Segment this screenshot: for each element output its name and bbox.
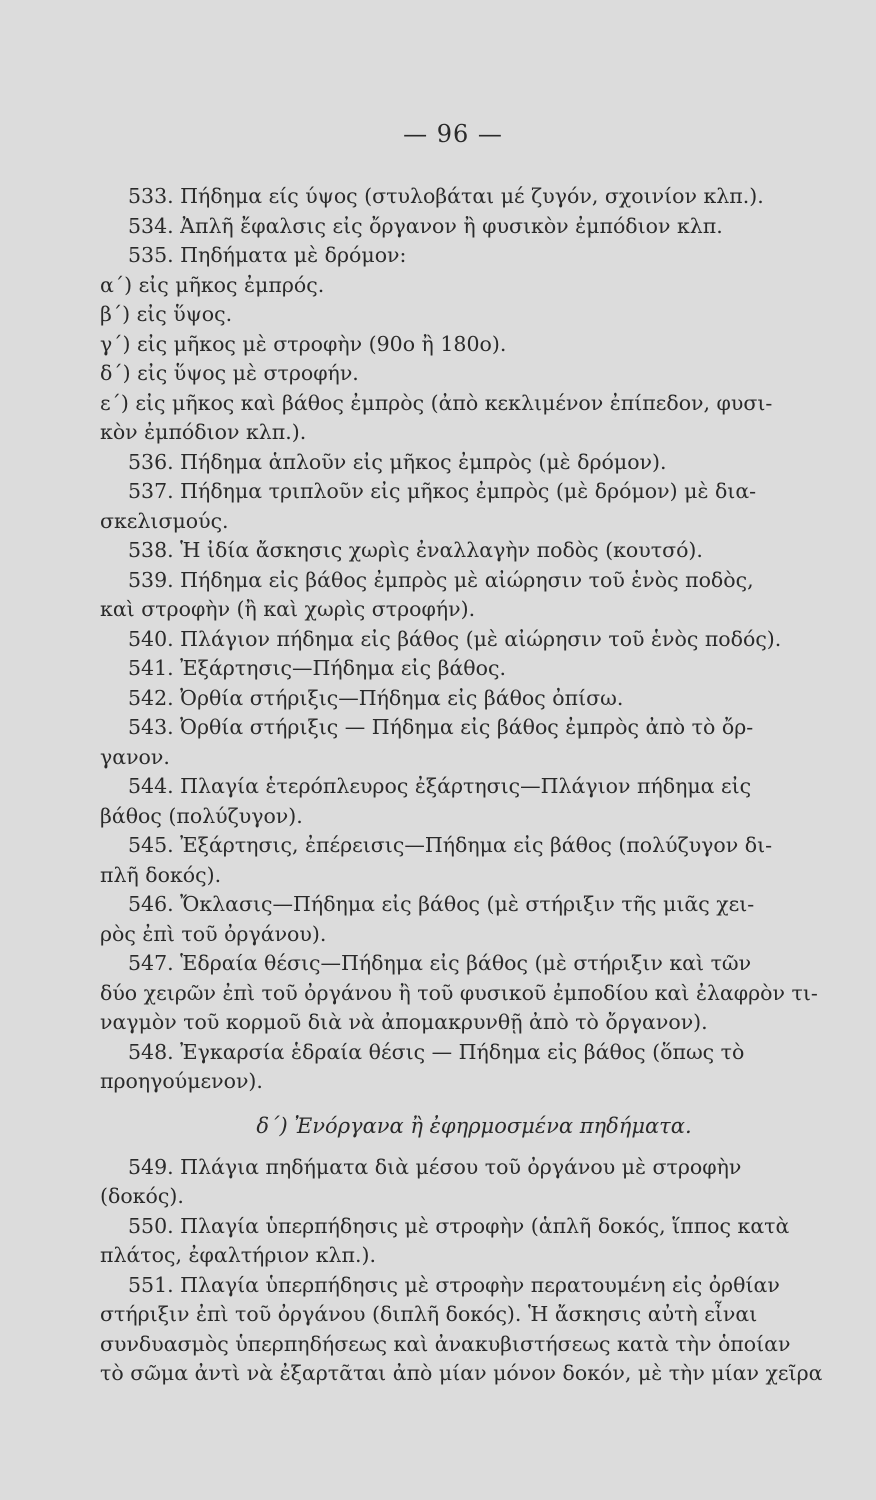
- text-line: 533. Πήδημα είς ύψος (στυλοβάται μέ ζυγόν, σχοινίον κλπ.).: [128, 184, 764, 208]
- text-line: καὶ στροφὴν (ἢ καὶ χωρὶς στροφήν).: [100, 597, 476, 621]
- text-line: πλῆ δοκός).: [100, 862, 222, 887]
- text-line: στήριξιν ἐπὶ τοῦ ὀργάνου (διπλῆ δοκός). Ἡ ἄσκησις αὐτὴ εἶναι: [100, 1302, 758, 1326]
- text-line: 547. Ἑδραία θέσις—Πήδημα εἰς βάθος (μὲ στήριξιν καὶ τῶν: [128, 951, 752, 975]
- text-line: β΄) εἰς ὕψος.: [100, 302, 233, 326]
- text-line: γανον.: [100, 744, 170, 769]
- text-line: ε΄) εἰς μῆκος καὶ βάθος ἐμπρὸς (ἀπὸ κεκλιμένον ἐπίπεδον, φυσι-: [100, 390, 773, 415]
- text-line: 545. Ἐξάρτησις, ἐπέρεισις—Πήδημα εἰς βάθος (πολύζυγον δι-: [128, 833, 773, 857]
- text-line: 539. Πήδημα εἰς βάθος ἐμπρὸς μὲ αἰώρησιν τοῦ ἑνὸς ποδὸς,: [128, 567, 754, 592]
- text-line: κὸν ἐμπόδιον κλπ.).: [100, 420, 307, 444]
- text-line: 551. Πλαγία ὑπερπήδησις μὲ στροφὴν περατουμένη εἰς ὀρθίαν: [128, 1272, 780, 1297]
- text-line: 541. Ἐξάρτησις—Πήδημα εἰς βάθος.: [128, 656, 506, 680]
- text-line: 550. Πλαγία ὑπερπήδησις μὲ στροφὴν (ἁπλῆ δοκός, ἵππος κατὰ: [128, 1213, 790, 1238]
- text-line: τὸ σῶμα ἀντὶ νὰ ἐξαρτᾶται ἀπὸ μίαν μόνον δοκόν, μὲ τὴν μίαν χεῖρα: [100, 1361, 823, 1385]
- text-line: 546. Ὄκλασις—Πήδημα εἰς βάθος (μὲ στήριξιν τῆς μιᾶς χει-: [128, 892, 755, 916]
- text-line: α΄) εἰς μῆκος ἐμπρός.: [100, 272, 325, 297]
- text-line: (δοκός).: [100, 1184, 184, 1208]
- text-line: 538. Ἡ ἰδία ἄσκησις χωρὶς ἐναλλαγὴν ποδὸς (κουτσό).: [128, 538, 703, 562]
- text-line: σκελισμούς.: [100, 508, 229, 533]
- section-subheading: δ΄) Ἐνόργανα ἢ ἐφηρμοσμένα πηδήματα.: [256, 1113, 692, 1138]
- text-line: 542. Ὀρθία στήριξις—Πήδημα εἰς βάθος ὀπίσω.: [128, 685, 624, 710]
- text-line: 540. Πλάγιον πήδημα εἰς βάθος (μὲ αἰώρησιν τοῦ ἑνὸς ποδός).: [128, 626, 782, 651]
- text-line: πλάτος, ἐφαλτήριον κλπ.).: [100, 1243, 377, 1267]
- text-line: 537. Πήδημα τριπλοῦν εἰς μῆκος ἐμπρὸς (μὲ δρόμον) μὲ δια-: [128, 479, 757, 503]
- page-number: — 96 —: [403, 120, 503, 148]
- text-line: 544. Πλαγία ἑτερόπλευρος ἐξάρτησις—Πλάγιον πήδημα εἰς: [128, 774, 752, 798]
- text-line: 536. Πήδημα ἁπλοῦν εἰς μῆκος ἐμπρὸς (μὲ δρόμον).: [128, 449, 667, 474]
- text-line: συνδυασμὸς ὑπερπηδήσεως καὶ ἀνακυβιστήσεως κατὰ τὴν ὁποίαν: [100, 1331, 791, 1356]
- text-line: γ΄) εἰς μῆκος μὲ στροφὴν (90ο ἢ 180ο).: [100, 331, 507, 356]
- text-line: 535. Πηδήματα μὲ δρόμον:: [128, 243, 407, 267]
- text-line: βάθος (πολύζυγον).: [100, 803, 303, 828]
- text-line: προηγούμενον).: [100, 1069, 263, 1093]
- text-line: 543. Ὀρθία στήριξις — Πήδημα εἰς βάθος ἐμπρὸς ἀπὸ τὸ ὄρ-: [128, 715, 754, 739]
- text-line: 549. Πλάγια πηδήματα διὰ μέσου τοῦ ὀργάνου μὲ στροφὴν: [128, 1154, 742, 1179]
- text-line: δ΄) εἰς ὕψος μὲ στροφήν.: [100, 361, 359, 385]
- text-line: ναγμὸν τοῦ κορμοῦ διὰ νὰ ἀπομακρυνθῇ ἀπὸ τὸ ὄργανον).: [100, 1010, 708, 1034]
- text-line: δύο χειρῶν ἐπὶ τοῦ ὀργάνου ἢ τοῦ φυσικοῦ ἐμποδίου καὶ ἐλαφρὸν τι-: [100, 980, 818, 1005]
- body-text: [100, 182, 848, 1389]
- text-line: ρὸς ἐπὶ τοῦ ὀργάνου).: [100, 921, 327, 946]
- text-line: 548. Ἐγκαρσία ἑδραία θέσις — Πήδημα εἰς βάθος (ὅπως τὸ: [128, 1039, 745, 1064]
- text-line: 534. Ἀπλῆ ἔφαλσις εἰς ὄργανον ἢ φυσικὸν ἐμπόδιον κλπ.: [128, 213, 723, 238]
